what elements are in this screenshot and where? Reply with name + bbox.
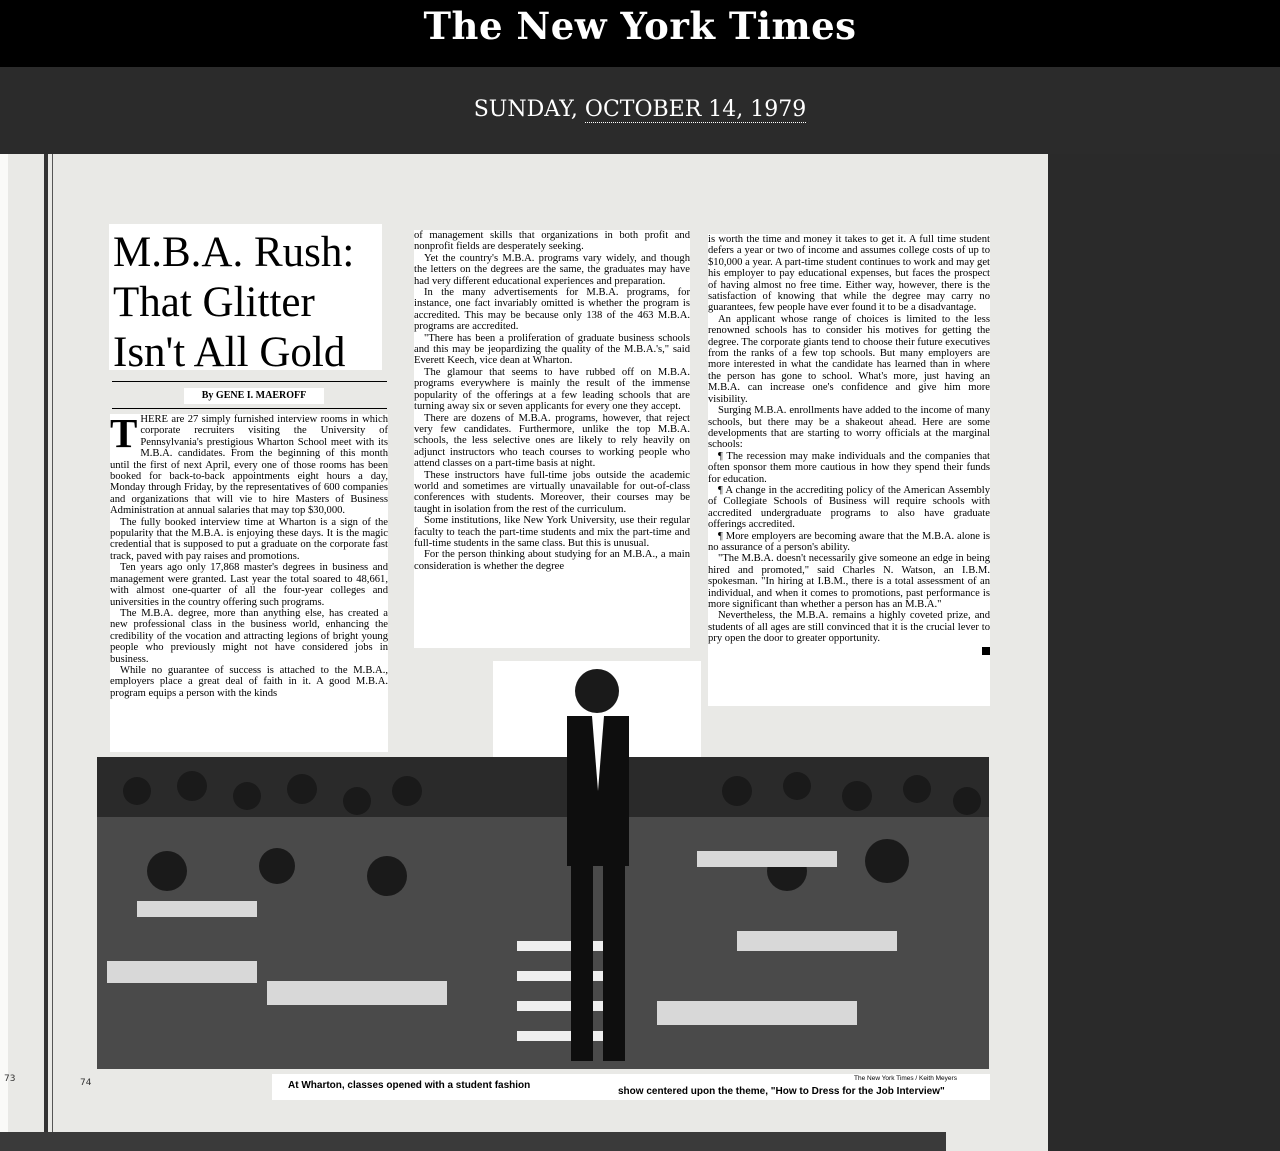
paragraph: There are dozens of M.B.A. programs, however, that reject very few candidates. Furthermore, unlike the top M.B.A. schools, the less selective ones are likely to rely heavily on adjunct instructors who teach courses to working people who attend classes on a part-time basis at night. [414, 412, 690, 470]
paragraph: "There has been a proliferation of graduate business schools and this may be jeopardizing the quality of the M.B.A.'s," said Everett Keech, vice dean at Wharton. [414, 332, 690, 367]
article-photo [97, 661, 989, 1069]
article-column-2 [414, 230, 690, 648]
headline-line: That Glitter [113, 279, 315, 326]
paragraph: ¶ The recession may make individuals and the companies that often sponsor them more cautious in how they spend their funds for education. [708, 450, 990, 485]
paragraph: Yet the country's M.B.A. programs vary widely, and though the letters on the degrees are the same, the graduates may have had very different educational experiences and preparation. [414, 252, 690, 287]
photo-caption: At Wharton, classes opened with a student fashion [288, 1080, 531, 1091]
page-number: 73 [4, 1074, 16, 1084]
article-column-3 [708, 234, 990, 706]
scan-bottom-edge [0, 1132, 946, 1151]
date-link[interactable]: OCTOBER 14, 1979 [584, 97, 807, 122]
paragraph: Some institutions, like New York University, use their regular faculty to teach the part-time students and mix the part-time and full-time students in the same class. But this is unusual. [414, 515, 690, 549]
rule [112, 381, 387, 382]
photo-credit: The New York Times / Keith Meyers [854, 1075, 957, 1082]
masthead [0, 0, 1280, 67]
paragraph: An applicant whose range of choices is limited to the less renowned schools has to consider his motives for getting the degree. The corporate giants tend to choose their future executives from the ranks of a few top schools. But many employers are more interested in what the candidate has learned than in where the person has gone to school. What's more, just having an M.B.A. can increase one's confidence and give him more visibility. [708, 313, 990, 405]
newspaper-scan [0, 154, 1048, 1151]
date-bar [0, 67, 1280, 154]
paragraph: is worth the time and money it takes to get it. A full time student defers a year or two of income and assumes college costs of up to $10,000 a year. A part-time student continues to work and may get his employer to pay educational expenses, but faces the prospect of having almost no free time. Either way, however, there is the satisfaction of knowing that while the degree may carry no guarantees, few people have ever found it to be a disadvantage. [708, 234, 990, 314]
drop-cap: T [110, 414, 138, 456]
paragraph: Ten years ago only 17,868 master's degrees in business and management were granted. Last year the total soared to 48,661, with almost one-quarter of all the four-year colleges and universities in the country offering such programs. [110, 562, 388, 608]
page-number: 74 [80, 1078, 92, 1088]
paragraph: ¶ A change in the accrediting policy of the American Assembly of Collegiate Schools of Business will require schools with accredited undergraduate programs to also have graduate offerings accredited. [708, 484, 990, 531]
edition-date [0, 97, 1280, 122]
viewer-sidebar [1048, 154, 1280, 1151]
end-mark [982, 647, 990, 655]
headline-line: M.B.A. Rush: [113, 229, 355, 276]
nyt-logo[interactable]: The New York Times [423, 4, 857, 48]
paragraph: The glamour that seems to have rubbed off on M.B.A. programs everywhere is mainly the result of the immense popularity of the offerings at a few leading schools that are turning away six or seven applicants for every one they accept. [414, 366, 690, 413]
scan-left-margin [0, 154, 8, 1151]
paragraph: While no guarantee of success is attached to the M.B.A., employers place a great deal of faith in it. A good M.B.A. program equips a person with the kinds [110, 664, 388, 699]
headline-line: Isn't All Gold [113, 329, 346, 376]
paragraph: For the person thinking about studying for an M.B.A., a main consideration is whether the degree [414, 549, 690, 572]
paragraph: HERE are 27 simply furnished interview rooms in which corporate recruiters visiting the University of Pennsylvania's prestigious Wharton School meet with its M.B.A. candidates. From the beginning of this month until the first of next April, every one of those rooms has been booked for back-to-back appointments eight hours a day, Monday through Friday, by the representatives of 600 companies and organizations that will vie to hire Masters of Business Administration at annual salaries that may top $30,000. [110, 414, 388, 517]
page-gutter-line [52, 154, 53, 1151]
paragraph: "The M.B.A. doesn't necessarily give someone an edge in being hired and promoted," said Charles N. Watson, an I.B.M. spokesman. "In hiring at I.B.M., there is a total assessment of an individual, and when it comes to promotions, past performance is more significant than whether a person has an M.B.A." [708, 553, 990, 610]
headline-box [109, 224, 382, 376]
photo-caption-box [272, 1074, 990, 1100]
paragraph: of management skills that organizations in both profit and nonprofit fields are desperately seeking. [414, 230, 690, 253]
byline: By GENE I. MAEROFF [184, 388, 324, 404]
paragraph: Nevertheless, the M.B.A. remains a highly coveted prize, and students of all ages are still convinced that it is the crucial lever to pry open the door to greater opportunity. [708, 610, 990, 645]
rule [112, 408, 387, 409]
paragraph: ¶ More employers are becoming aware that the M.B.A. alone is no assurance of a person's ability. [708, 530, 990, 553]
article-headline [109, 224, 382, 382]
paragraph: In the many advertisements for M.B.A. programs, for instance, one fact invariably omitted is whether the program is accredited. This may be because only 138 of the 463 M.B.A. programs are accredited. [414, 287, 690, 333]
paragraph: The fully booked interview time at Wharton is a sign of the popularity that the M.B.A. is enjoying these days. It is the magic credential that is supposed to put a graduate on the corporate fast track, paved with pay raises and promotions. [110, 516, 388, 562]
photo-caption: show centered upon the theme, "How to Dress for the Job Interview" [618, 1086, 945, 1097]
date-weekday: SUNDAY, [473, 97, 578, 122]
paragraph: Surging M.B.A. enrollments have added to the income of many schools, but there may be a shakeout ahead. Here are some developments that are starting to worry officials at the marginal schools: [708, 405, 990, 451]
paragraph: These instructors have full-time jobs outside the academic world and sometimes are virtually unavailable for out-of-class conferences with students. Moreover, their courses may be taught in isolation from the rest of the curriculum. [414, 469, 690, 515]
paragraph: The M.B.A. degree, more than anything else, has created a new professional class in the business world, enhancing the credibility of the vocation and attracting legions of bright young people who previously might not have considered jobs in business. [110, 607, 388, 665]
page-gutter-line [44, 154, 48, 1151]
